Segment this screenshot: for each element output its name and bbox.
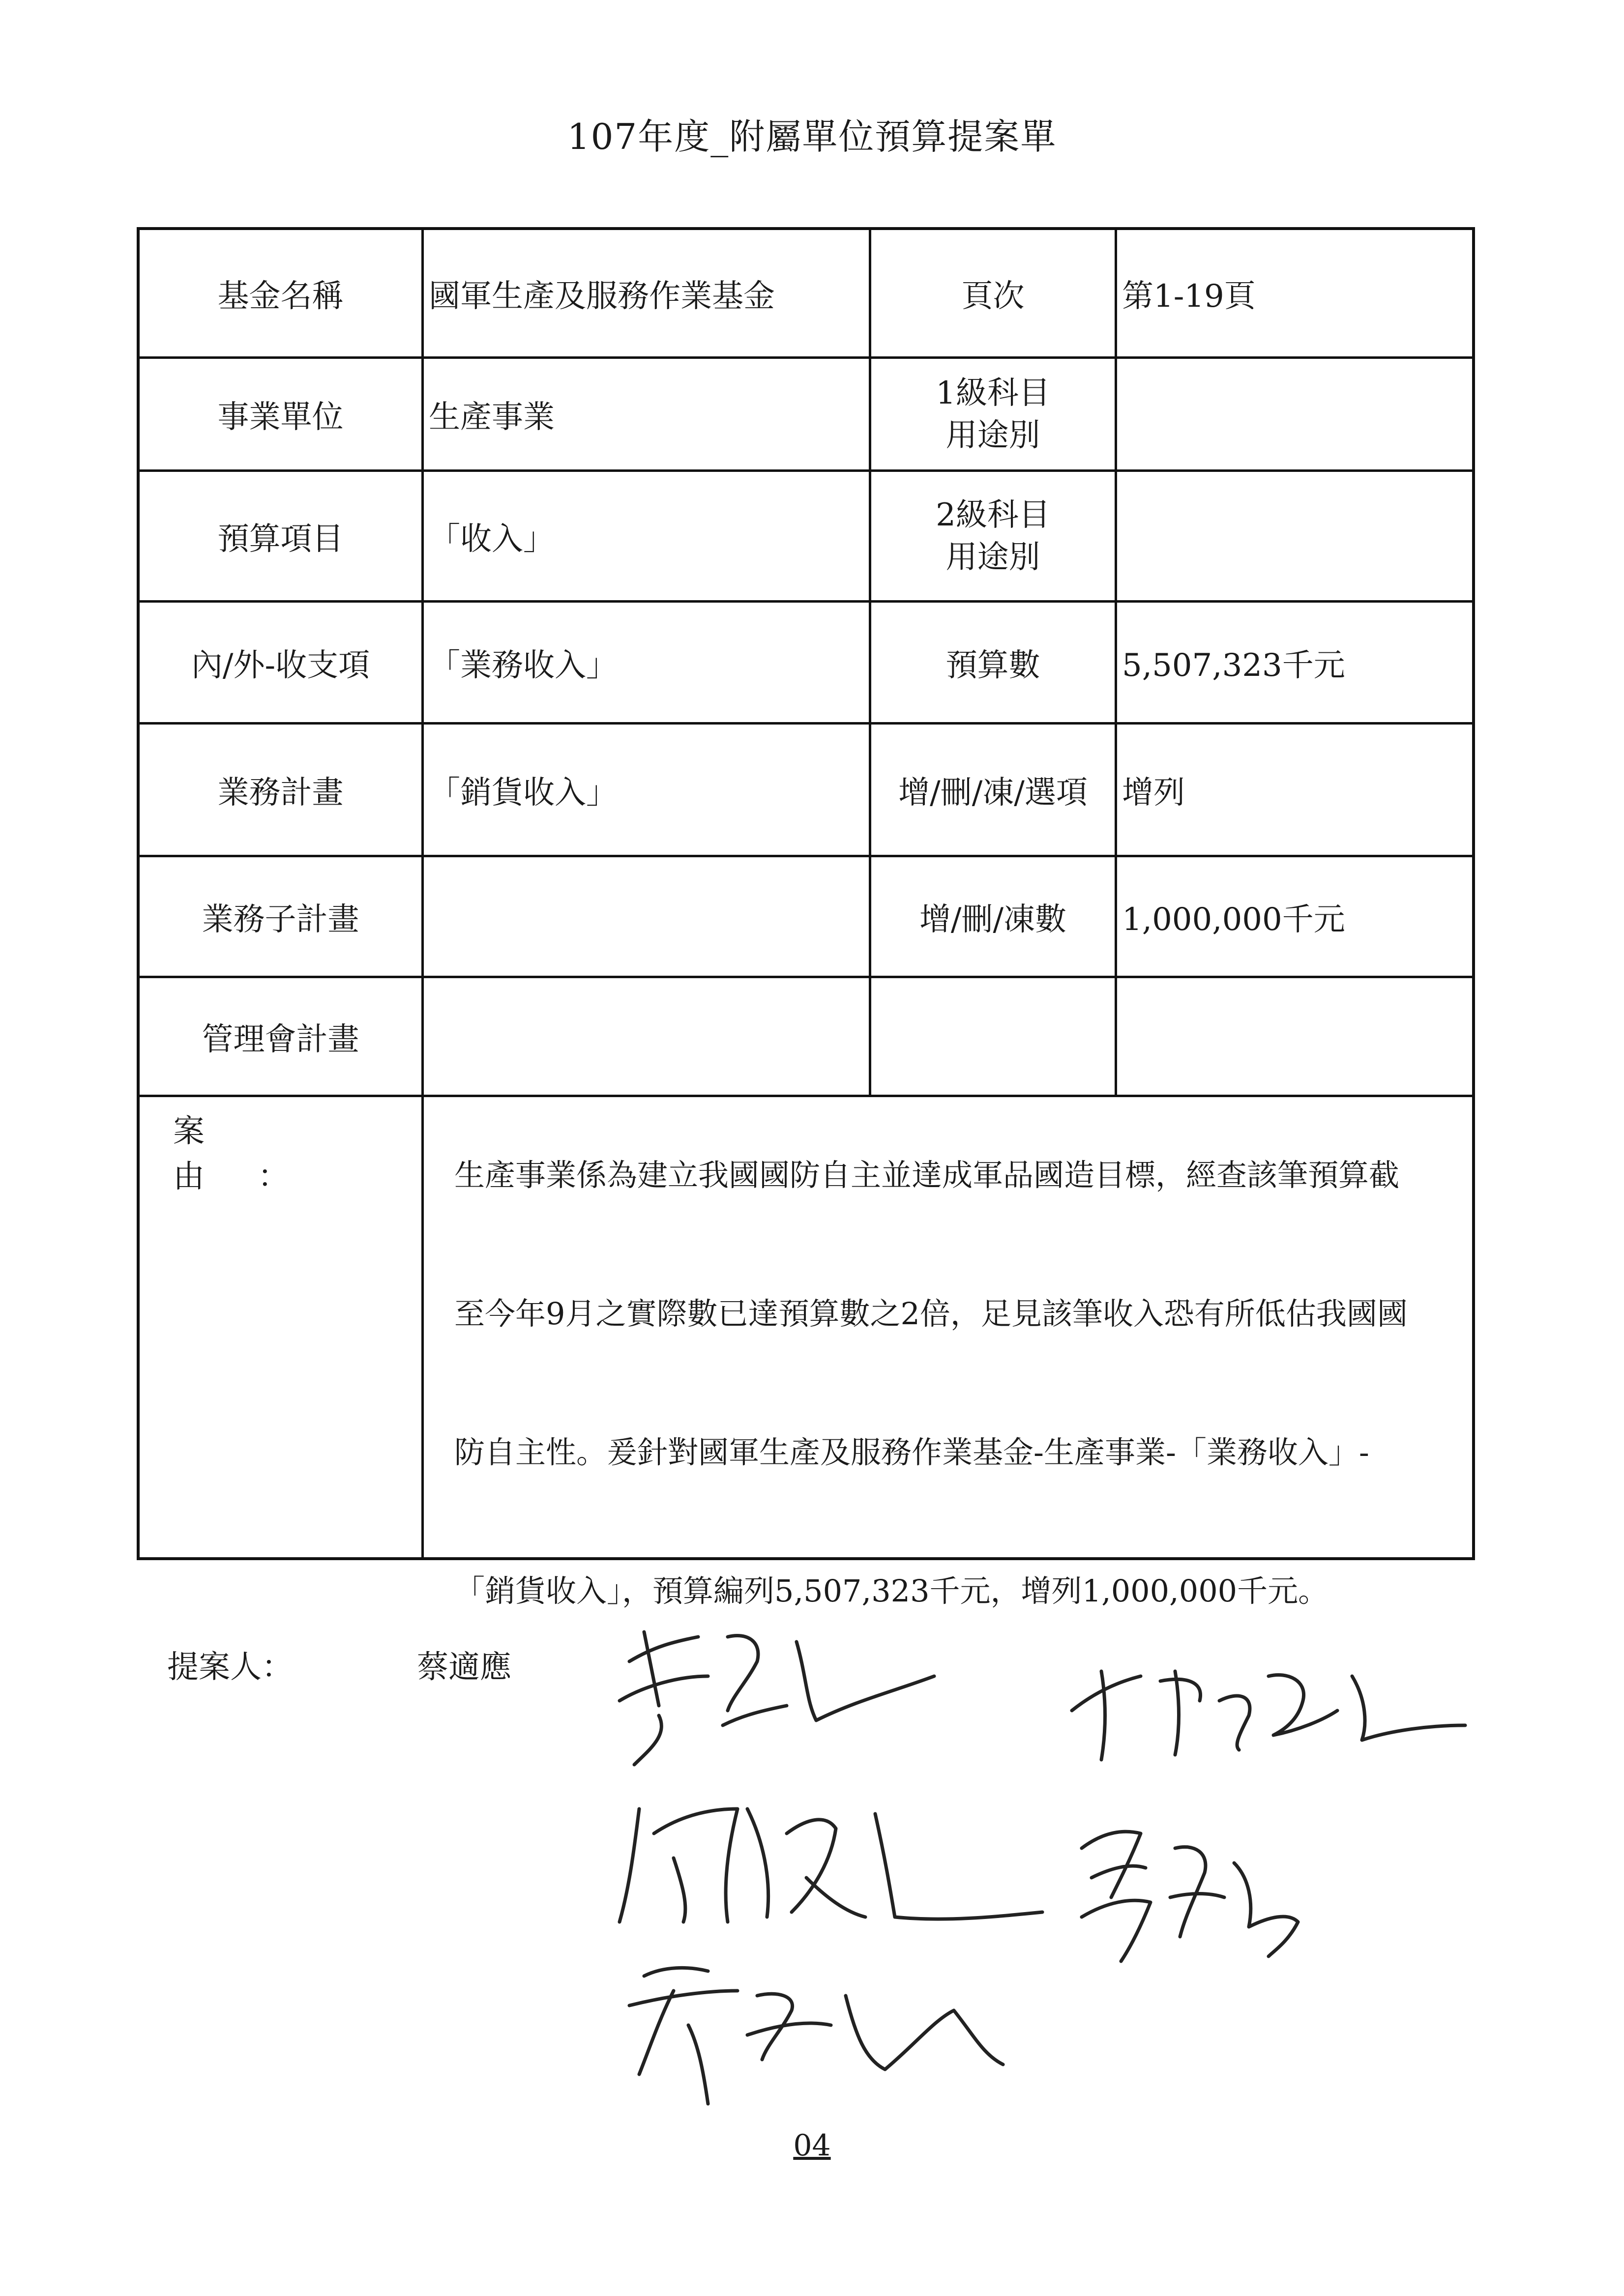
row-label-sub-plan: 業務子計畫 <box>140 857 424 978</box>
row-value-level1-subject <box>1117 359 1472 472</box>
reason-line: 至今年9月之實際數已達預算數之2倍，足見該筆收入恐有所低估我國國 <box>454 1296 1408 1332</box>
row-label-level1-subject <box>871 359 1117 472</box>
level1-subject-line2: 用途別 <box>945 417 1040 454</box>
row-value-business-plan: 「銷貨收入」 <box>424 725 871 857</box>
reason-text <box>454 1106 1457 1660</box>
row-label-budget-amount: 預算數 <box>871 603 1117 725</box>
row-label-fund-name: 基金名稱 <box>140 230 424 359</box>
row-value-action-option: 增列 <box>1117 725 1472 857</box>
row-label-action-amount: 增/刪/凍數 <box>871 857 1117 978</box>
handwritten-signature-1 <box>620 1632 934 1765</box>
row-value-fund-name: 國軍生產及服務作業基金 <box>424 230 871 359</box>
reason-line: 生產事業係為建立我國國防自主並達成軍品國造目標，經查該筆預算截 <box>454 1157 1400 1193</box>
reason-line: 「銷貨收入」，預算編列5,507,323千元，增列1,000,000千元。 <box>454 1573 1329 1609</box>
handwritten-signature-3 <box>629 1968 1003 2104</box>
reason-label-cell <box>140 1097 424 1560</box>
row-value-budget-amount: 5,507,323千元 <box>1117 603 1472 725</box>
page-title: 107年度_附屬單位預算提案單 <box>567 116 1057 157</box>
row-label-income-expense-item: 內/外-收支項 <box>140 603 424 725</box>
row-value-sub-plan <box>424 857 871 978</box>
row-value-budget-item: 「收入」 <box>424 472 871 603</box>
reason-line: 防自主性。爰針對國軍生產及服務作業基金-生產事業-「業務收入」- <box>454 1434 1369 1470</box>
row-label-business-unit: 事業單位 <box>140 359 424 472</box>
level1-subject-line1: 1級科目 <box>936 375 1050 411</box>
row-label-page: 頁次 <box>871 230 1117 359</box>
row-label-level2-subject <box>871 472 1117 603</box>
signature-area <box>600 1602 1475 2143</box>
row-label-budget-item: 預算項目 <box>140 472 424 603</box>
row-value-management-plan <box>424 978 871 1097</box>
row-label-action-option: 增/刪/凍/選項 <box>871 725 1117 857</box>
row-label-management-plan: 管理會計畫 <box>140 978 424 1097</box>
handwritten-signature-2 <box>620 1809 1042 1922</box>
row-value-page: 第1-19頁 <box>1117 230 1472 359</box>
reason-label: 案由： <box>173 1113 342 1195</box>
handwritten-signature-5 <box>1082 1831 1298 1961</box>
row-value-income-expense-item: 「業務收入」 <box>424 603 871 725</box>
row-value-business-unit: 生產事業 <box>424 359 871 472</box>
row-label-empty <box>871 978 1117 1097</box>
row-value-level2-subject <box>1117 472 1472 603</box>
page-number: 04 <box>793 2128 831 2163</box>
level2-subject-line1: 2級科目 <box>936 496 1050 533</box>
row-value-empty <box>1117 978 1472 1097</box>
level2-subject-line2: 用途別 <box>945 539 1040 576</box>
row-label-business-plan: 業務計畫 <box>140 725 424 857</box>
row-value-action-amount: 1,000,000千元 <box>1117 857 1472 978</box>
proposal-form-table <box>137 227 1475 1609</box>
proposer-label: 提案人： <box>167 1649 293 1686</box>
handwritten-signature-4 <box>1072 1671 1465 1760</box>
proposer-name: 蔡適應 <box>417 1649 511 1686</box>
